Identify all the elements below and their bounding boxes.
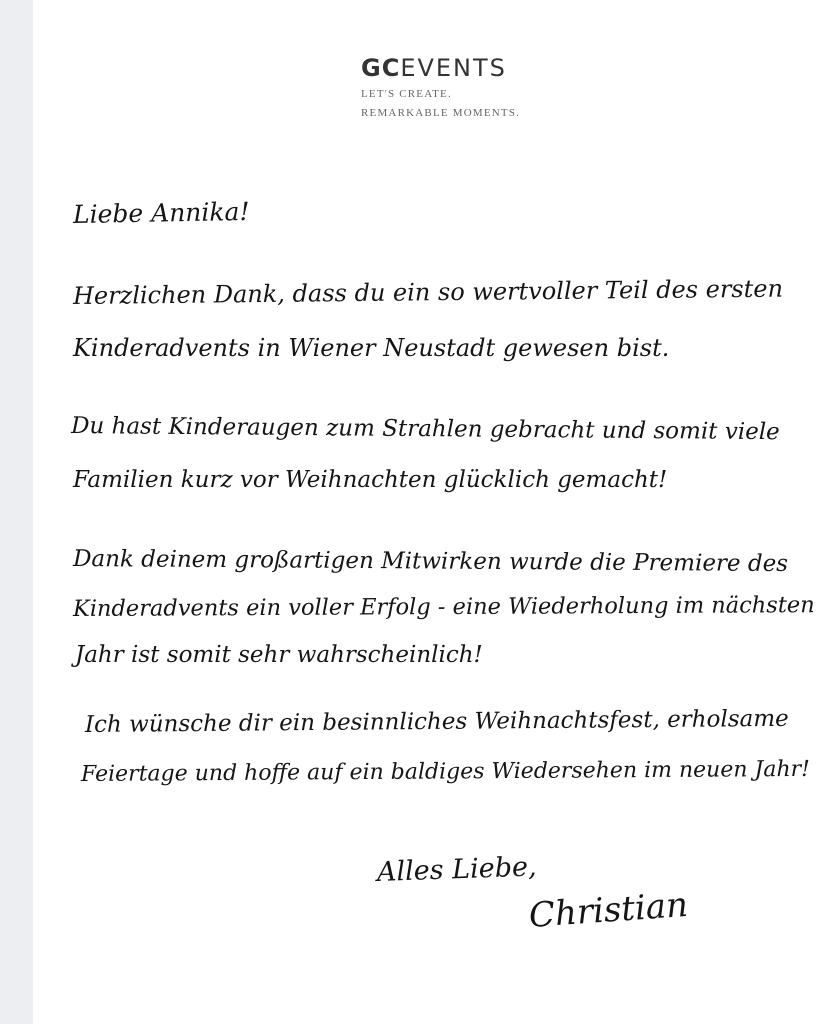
paragraph-2-line-2: Familien kurz vor Weihnachten glücklich gemacht! [73, 467, 668, 493]
tagline-line-2: REMARKABLE MOMENTS. [361, 107, 521, 119]
paragraph-4-line-2: Feiertage und hoffe auf ein baldiges Wiedersehen im neuen Jahr! [80, 756, 811, 787]
salutation: Liebe Annika! [72, 196, 250, 229]
paragraph-3-line-2: Kinderadvents ein voller Erfolg - eine Wiederholung im nächsten [72, 592, 815, 622]
tagline-line-1: LET'S CREATE. [361, 88, 452, 100]
paragraph-3-line-3: Jahr ist somit sehr wahrscheinlich! [75, 642, 483, 668]
handwritten-letter [33, 0, 832, 1024]
paragraph-1-line-2: Kinderadvents in Wiener Neustadt gewesen bist. [73, 334, 670, 362]
brand-logo-gc: GC [361, 54, 401, 82]
page-left-margin [0, 0, 33, 1024]
brand-logo-events: EVENTS [400, 54, 507, 82]
paragraph-4-line-1: Ich wünsche dir ein besinnliches Weihnachtsfest, erholsame [84, 705, 789, 738]
paragraph-3-line-1: Dank deinem großartigen Mitwirken wurde die Premiere des [72, 546, 789, 577]
signature: Christian [527, 884, 690, 936]
paragraph-2-line-1: Du hast Kinderaugen zum Strahlen gebracht und somit viele [70, 413, 780, 446]
closing: Alles Liebe, [376, 851, 538, 888]
letter-page [33, 0, 832, 1024]
paragraph-1-line-1: Herzlichen Dank, dass du ein so wertvoller Teil des ersten [72, 274, 784, 310]
